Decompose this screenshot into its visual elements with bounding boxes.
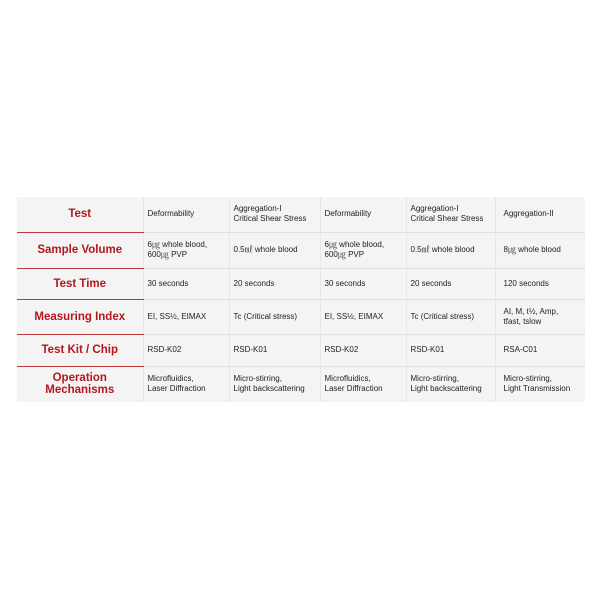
column-header: Aggregation-I Critical Shear Stress	[406, 197, 495, 232]
row-label-test-time: Test Time	[17, 268, 143, 299]
table-cell: RSD-K02	[143, 334, 229, 366]
table-cell: EI, SS½, EIMAX	[143, 299, 229, 334]
table-cell: Micro-stirring, Light backscattering	[406, 366, 495, 402]
table-row	[17, 334, 585, 366]
table-cell: RSD-K01	[229, 334, 320, 366]
table-row	[17, 232, 585, 268]
row-label-test: Test	[17, 197, 143, 232]
column-header: Deformability	[143, 197, 229, 232]
table-cell: 6㎍ whole blood, 600㎍ PVP	[143, 232, 229, 268]
table-cell: 120 seconds	[495, 268, 585, 299]
table-cell: RSD-K01	[406, 334, 495, 366]
table-cell: RSD-K02	[320, 334, 406, 366]
table-cell: 0.5㎖ whole blood	[229, 232, 320, 268]
table-cell: Micro-stirring, Light backscattering	[229, 366, 320, 402]
column-header: Aggregation-I Critical Shear Stress	[229, 197, 320, 232]
table-cell: 30 seconds	[320, 268, 406, 299]
table-cell: Microfluidics, Laser Diffraction	[143, 366, 229, 402]
table-cell: Tc (Critical stress)	[406, 299, 495, 334]
table-row	[17, 366, 585, 402]
table-cell: Micro-stirring, Light Transmission	[495, 366, 585, 402]
row-label-operation-mechanisms: Operation Mechanisms	[45, 372, 115, 397]
table-cell: Microfluidics, Laser Diffraction	[320, 366, 406, 402]
table-row	[17, 268, 585, 299]
table-cell: Tc (Critical stress)	[229, 299, 320, 334]
column-header: Aggregation-II	[495, 197, 585, 232]
table-cell: RSA-C01	[495, 334, 585, 366]
column-header: Deformability	[320, 197, 406, 232]
table-cell: 6㎍ whole blood, 600㎍ PVP	[320, 232, 406, 268]
table-cell: 30 seconds	[143, 268, 229, 299]
table-cell: 20 seconds	[229, 268, 320, 299]
row-label-sample-volume: Sample Volume	[17, 232, 143, 268]
table-cell: 20 seconds	[406, 268, 495, 299]
table-header-row	[17, 197, 585, 232]
table-cell: 0.5㎖ whole blood	[406, 232, 495, 268]
table-cell: 8㎍ whole blood	[495, 232, 585, 268]
row-label-measuring-index: Measuring Index	[17, 299, 143, 334]
row-label-test-kit: Test Kit / Chip	[17, 334, 143, 366]
spec-table	[17, 197, 585, 402]
table-cell: EI, SS½, EIMAX	[320, 299, 406, 334]
table-cell: AI, M, t½, Amp, tfast, tslow	[495, 299, 585, 334]
table-row	[17, 299, 585, 334]
